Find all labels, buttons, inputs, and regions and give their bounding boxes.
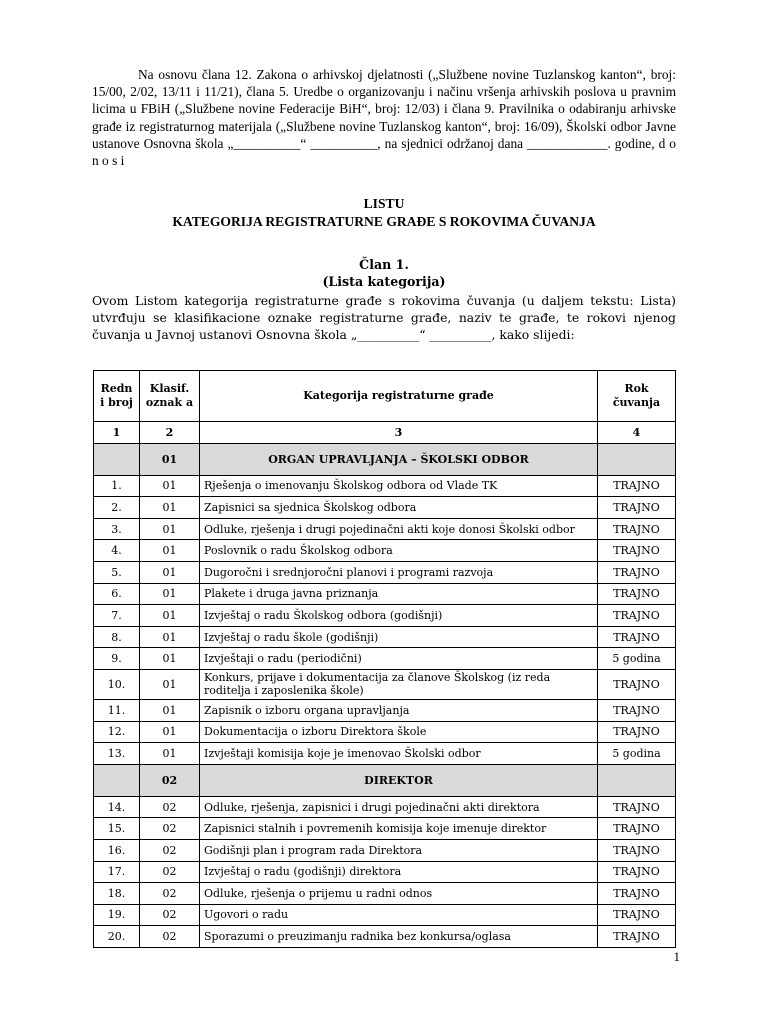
row-retention: 5 godina [598, 743, 676, 765]
table-row [94, 926, 676, 948]
row-retention: 5 godina [598, 648, 676, 670]
row-class-code: 01 [140, 648, 200, 670]
row-number: 8. [94, 626, 140, 648]
table-row [94, 475, 676, 497]
row-category: Dugoročni i srednjoročni planovi i programi razvoja [200, 561, 598, 583]
row-category: Konkurs, prijave i dokumentacija za članove Školskog (iz reda roditelja i zaposlenika škole) [200, 669, 598, 699]
row-class-code: 01 [140, 540, 200, 562]
row-class-code: 01 [140, 699, 200, 721]
row-category: Izvještaji komisija koje je imenovao Školski odbor [200, 743, 598, 765]
row-class-code: 01 [140, 583, 200, 605]
row-class-code: 02 [140, 926, 200, 948]
table-row [94, 839, 676, 861]
section-name: DIREKTOR [200, 764, 598, 796]
row-number: 11. [94, 699, 140, 721]
row-retention: TRAJNO [598, 699, 676, 721]
row-class-code: 02 [140, 861, 200, 883]
row-category: Izvještaj o radu Školskog odbora (godišnji) [200, 605, 598, 627]
table-row [94, 605, 676, 627]
row-retention: TRAJNO [598, 796, 676, 818]
table-column-number-row [94, 422, 676, 444]
row-number: 12. [94, 721, 140, 743]
section-header-row [94, 443, 676, 475]
row-number: 19. [94, 904, 140, 926]
row-class-code: 02 [140, 839, 200, 861]
row-number: 3. [94, 518, 140, 540]
row-class-code: 02 [140, 796, 200, 818]
article-text: Ovom Listom kategorija registraturne građe s rokovima čuvanja (u daljem tekstu: Lista) utvrđuju se klasifikacione oznake registraturne građe, naziv te građe, te rokovi njenog čuvanja u Javnoj ustanovi Osnovna škola „__________“ __________, kako slijedi: [92, 293, 676, 343]
column-number: 3 [200, 422, 598, 444]
table-row [94, 626, 676, 648]
row-class-code: 02 [140, 818, 200, 840]
page-number: 1 [673, 949, 680, 964]
row-category: Odluke, rješenja, zapisnici i drugi pojedinačni akti direktora [200, 796, 598, 818]
header-class-code: Klasif. oznak a [140, 371, 200, 422]
row-number: 9. [94, 648, 140, 670]
article-number: Član 1. [359, 257, 409, 272]
row-retention: TRAJNO [598, 839, 676, 861]
row-category: Odluke, rješenja o prijemu u radni odnos [200, 883, 598, 905]
row-category: Zapisnici stalnih i povremenih komisija koje imenuje direktor [200, 818, 598, 840]
row-category: Izvještaji o radu (periodični) [200, 648, 598, 670]
table-row [94, 648, 676, 670]
title-line-1: LISTU [363, 196, 405, 211]
table-header-row [94, 371, 676, 422]
row-class-code: 01 [140, 743, 200, 765]
row-number: 14. [94, 796, 140, 818]
row-retention: TRAJNO [598, 475, 676, 497]
section-code: 02 [140, 764, 200, 796]
section-empty-cell [598, 443, 676, 475]
row-category: Godišnji plan i program rada Direktora [200, 839, 598, 861]
row-retention: TRAJNO [598, 540, 676, 562]
row-class-code: 01 [140, 475, 200, 497]
header-retention: Rok čuvanja [598, 371, 676, 422]
table-row [94, 583, 676, 605]
table-row [94, 796, 676, 818]
row-category: Izvještaj o radu škole (godišnji) [200, 626, 598, 648]
row-retention: TRAJNO [598, 818, 676, 840]
table-row [94, 497, 676, 519]
row-number: 6. [94, 583, 140, 605]
category-table [93, 370, 676, 948]
row-number: 18. [94, 883, 140, 905]
intro-paragraph [92, 66, 676, 169]
row-category: Zapisnici sa sjednica Školskog odbora [200, 497, 598, 519]
header-ordinal: Redn i broj [94, 371, 140, 422]
title-line-2: KATEGORIJA REGISTRATURNE GRAĐE S ROKOVIMA ČUVANJA [172, 213, 596, 229]
row-category: Izvještaj o radu (godišnji) direktora [200, 861, 598, 883]
table-row [94, 699, 676, 721]
row-number: 7. [94, 605, 140, 627]
row-category: Poslovnik o radu Školskog odbora [200, 540, 598, 562]
row-number: 20. [94, 926, 140, 948]
table-row [94, 743, 676, 765]
row-retention: TRAJNO [598, 904, 676, 926]
row-category: Ugovori o radu [200, 904, 598, 926]
row-retention: TRAJNO [598, 561, 676, 583]
section-header-row [94, 764, 676, 796]
table-row [94, 518, 676, 540]
section-code: 01 [140, 443, 200, 475]
row-category: Sporazumi o preuzimanju radnika bez konkursa/oglasa [200, 926, 598, 948]
row-retention: TRAJNO [598, 626, 676, 648]
section-empty-cell [598, 764, 676, 796]
row-retention: TRAJNO [598, 721, 676, 743]
row-number: 15. [94, 818, 140, 840]
row-number: 4. [94, 540, 140, 562]
row-class-code: 01 [140, 518, 200, 540]
row-retention: TRAJNO [598, 883, 676, 905]
row-number: 10. [94, 669, 140, 699]
row-retention: TRAJNO [598, 861, 676, 883]
row-number: 5. [94, 561, 140, 583]
row-retention: TRAJNO [598, 518, 676, 540]
row-category: Rješenja o imenovanju Školskog odbora od Vlade TK [200, 475, 598, 497]
table-row [94, 669, 676, 699]
row-category: Dokumentacija o izboru Direktora škole [200, 721, 598, 743]
row-category: Odluke, rješenja i drugi pojedinačni akti koje donosi Školski odbor [200, 518, 598, 540]
row-class-code: 01 [140, 497, 200, 519]
article-subtitle: (Lista kategorija) [322, 274, 446, 289]
row-class-code: 01 [140, 626, 200, 648]
section-name: ORGAN UPRAVLJANJA – ŠKOLSKI ODBOR [200, 443, 598, 475]
section-empty-cell [94, 764, 140, 796]
document-title [92, 195, 676, 230]
header-category: Kategorija registraturne građe [200, 371, 598, 422]
row-number: 13. [94, 743, 140, 765]
row-number: 1. [94, 475, 140, 497]
row-class-code: 01 [140, 605, 200, 627]
row-number: 17. [94, 861, 140, 883]
intro-text: Na osnovu člana 12. Zakona o arhivskoj djelatnosti („Službene novine Tuzlanskog kanton“, broj: 15/00, 2/02, 13/11 i 11/21), člana 5. Uredbe o organizovanju i načinu vršenja arhivskih poslova u pravnim licima u FBiH („Službene novine Federacije BiH“, broj: 12/03) i člana 9. Pravilnika o odabiranju arhivske građe iz registraturnog materijala („Službene novine Tuzlanskog kanton“, broj: 16/09), Školski odbor Javne ustanove Osnovna škola „__________“ __________, na sjednici održanoj dana ____________. godine, d o n o s i [92, 67, 676, 169]
column-number: 2 [140, 422, 200, 444]
row-category: Zapisnik o izboru organa upravljanja [200, 699, 598, 721]
column-number: 4 [598, 422, 676, 444]
table-row [94, 818, 676, 840]
row-class-code: 02 [140, 904, 200, 926]
table-row [94, 883, 676, 905]
row-category: Plakete i druga javna priznanja [200, 583, 598, 605]
section-empty-cell [94, 443, 140, 475]
table-row [94, 721, 676, 743]
table-row [94, 540, 676, 562]
row-number: 2. [94, 497, 140, 519]
row-class-code: 02 [140, 883, 200, 905]
table-row [94, 904, 676, 926]
row-retention: TRAJNO [598, 926, 676, 948]
row-retention: TRAJNO [598, 497, 676, 519]
row-retention: TRAJNO [598, 605, 676, 627]
row-retention: TRAJNO [598, 583, 676, 605]
row-number: 16. [94, 839, 140, 861]
table-row [94, 861, 676, 883]
row-class-code: 01 [140, 561, 200, 583]
row-class-code: 01 [140, 721, 200, 743]
column-number: 1 [94, 422, 140, 444]
article-heading [92, 256, 676, 290]
table-row [94, 561, 676, 583]
table-body [94, 443, 676, 947]
row-class-code: 01 [140, 669, 200, 699]
row-retention: TRAJNO [598, 669, 676, 699]
